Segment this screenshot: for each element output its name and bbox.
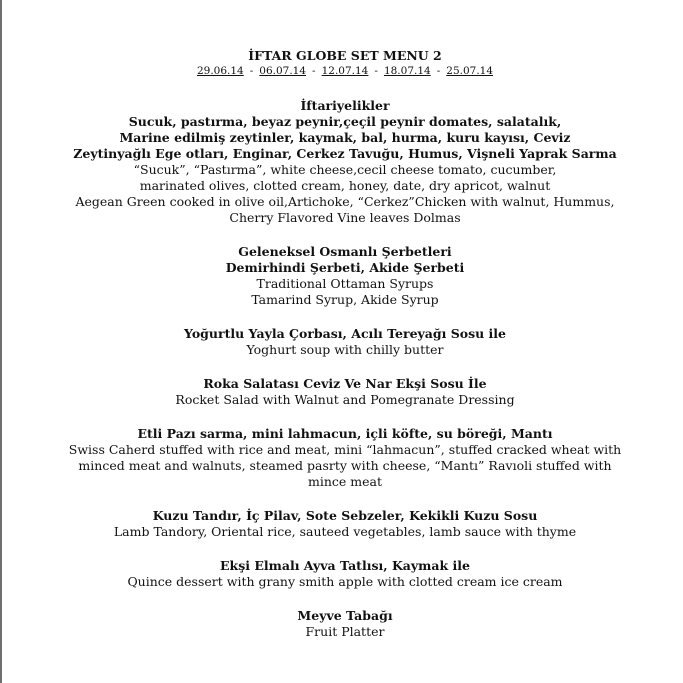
menu-section-serbetler <box>2 244 683 308</box>
turkish-line: Demirhindi Şerbeti, Akide Şerbeti <box>225 260 465 275</box>
turkish-line: Etli Pazı sarma, mini lahmacun, içli köfte, su böreği, Mantı <box>137 426 553 441</box>
iftar-menu <box>2 48 683 640</box>
english-line: Aegean Green cooked in olive oil,Artichoke, “Cerkez”Chicken with walnut, Hummus, <box>75 194 615 209</box>
menu-dates <box>2 64 683 78</box>
english-line: Rocket Salad with Walnut and Pomegranate Dressing <box>175 392 515 407</box>
english-line: Tamarind Syrup, Akide Syrup <box>251 292 439 307</box>
date-separator: - <box>436 65 441 77</box>
english-line: Quince dessert with grany smith apple with clotted cream ice cream <box>127 574 563 589</box>
turkish-line: Sucuk, pastırma, beyaz peynir,çeçil peynir domates, salatalık, <box>128 114 562 129</box>
date-separator: - <box>249 65 254 77</box>
menu-section-soup <box>2 326 683 358</box>
turkish-line: Yoğurtlu Yayla Çorbası, Acılı Tereyağı Sosu ile <box>183 326 507 341</box>
turkish-line: Meyve Tabağı <box>297 608 393 623</box>
english-line: Yoghurt soup with chilly butter <box>246 342 444 357</box>
english-line: Lamb Tandory, Oriental rice, sauteed vegetables, lamb sauce with thyme <box>113 524 577 539</box>
english-line: “Sucuk”, “Pastırma”, white cheese,cecil cheese tomato, cucumber, <box>133 162 557 177</box>
menu-sections <box>2 98 683 640</box>
menu-section-main-course <box>2 508 683 540</box>
menu-date: 29.06.14 <box>196 65 244 77</box>
date-separator: - <box>312 65 316 77</box>
turkish-line: Roka Salatası Ceviz Ve Nar Ekşi Sosu İle <box>203 376 487 391</box>
english-line: marinated olives, clotted cream, honey, date, dry apricot, walnut <box>139 178 551 193</box>
english-line: mince meat <box>308 474 382 489</box>
turkish-line: Zeytinyağlı Ege otları, Enginar, Cerkez Tavuğu, Humus, Vişneli Yaprak Sarma <box>73 146 617 161</box>
menu-title: İFTAR GLOBE SET MENU 2 <box>248 48 442 63</box>
section-heading: İftariyelikler <box>300 98 390 113</box>
menu-date: 25.07.14 <box>446 65 494 77</box>
menu-section-fruit <box>2 608 683 640</box>
english-line: Swiss Caherd stuffed with rice and meat, mini “lahmacun”, stuffed cracked wheat with <box>68 442 622 457</box>
menu-date: 06.07.14 <box>259 65 307 77</box>
document-page <box>2 0 683 683</box>
menu-section-dessert <box>2 558 683 590</box>
menu-section-iftariyelikler <box>2 98 683 226</box>
date-separator: - <box>374 65 378 77</box>
section-heading: Geleneksel Osmanlı Şerbetleri <box>238 244 452 259</box>
english-line: Cherry Flavored Vine leaves Dolmas <box>229 210 461 225</box>
english-line: minced meat and walnuts, steamed pasrty with cheese, “Mantı” Ravıoli stuffed with <box>78 458 612 473</box>
turkish-line: Ekşi Elmalı Ayva Tatlısı, Kaymak ile <box>220 558 470 573</box>
menu-date: 18.07.14 <box>383 65 431 77</box>
english-line: Fruit Platter <box>305 624 385 639</box>
turkish-line: Kuzu Tandır, İç Pilav, Sote Sebzeler, Kekikli Kuzu Sosu <box>152 508 538 523</box>
menu-section-starters <box>2 426 683 490</box>
turkish-line: Marine edilmiş zeytinler, kaymak, bal, hurma, kuru kayısı, Ceviz <box>119 130 571 145</box>
english-line: Traditional Ottaman Syrups <box>256 276 434 291</box>
menu-section-salad <box>2 376 683 408</box>
menu-date: 12.07.14 <box>321 65 369 77</box>
